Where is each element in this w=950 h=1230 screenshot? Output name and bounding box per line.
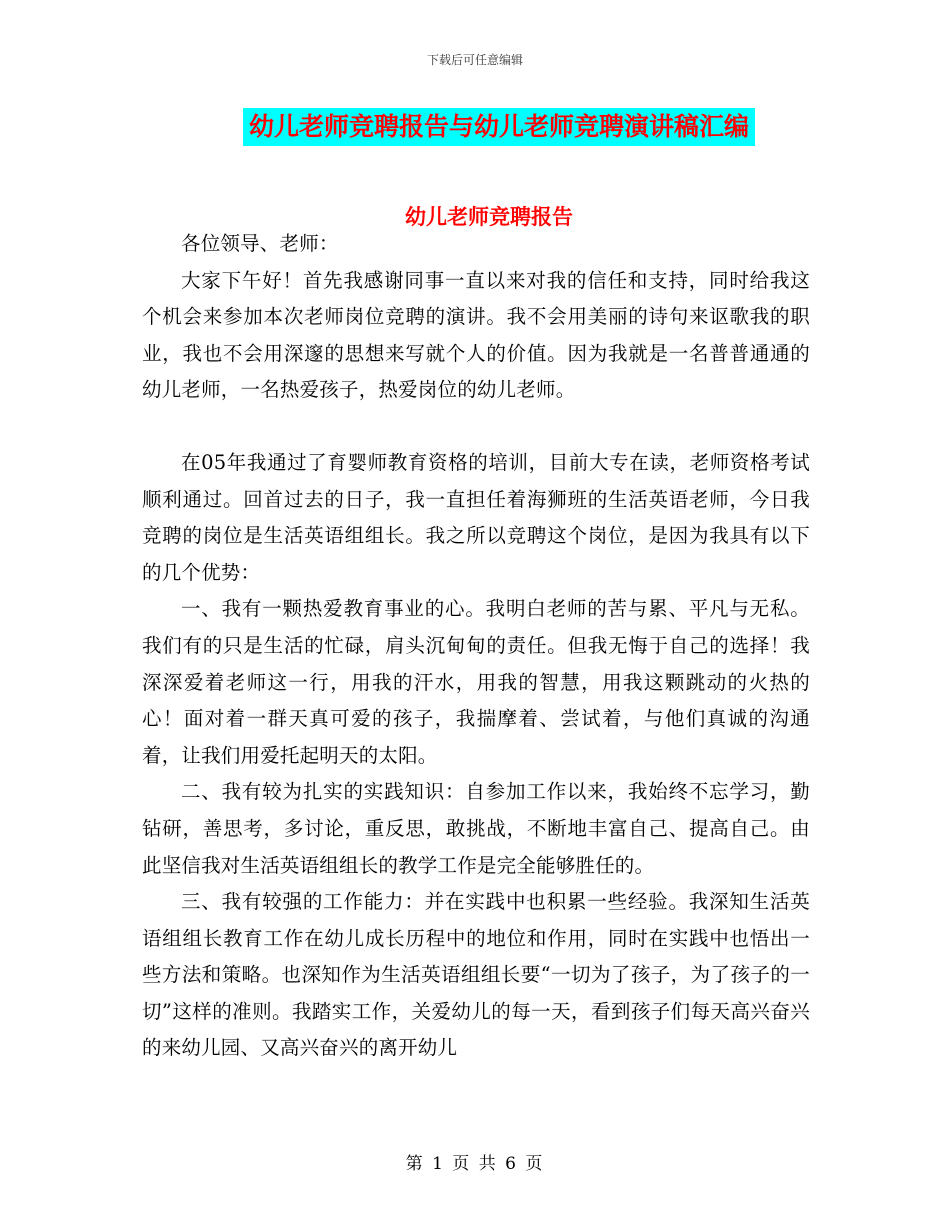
page-number: 第 1 页 共 6 页 bbox=[405, 1154, 545, 1174]
paragraph-advantage-3: 三、我有较强的工作能力：并在实践中也积累一些经验。我深知生活英语组组长教育工作在幼儿成长历程中的地位和作用，同时在实践中也悟出一些方法和策略。也深知作为生活英语组组长要“一切为了孩子，为了孩子的一切”这样的准则。我踏实工作，关爱幼儿的每一天，看到孩子们每天高兴奋兴的来幼儿园、又高兴奋兴的离开幼儿 bbox=[142, 890, 810, 1060]
body-text bbox=[142, 226, 810, 1067]
paragraph-greeting: 大家下午好！首先我感谢同事一直以来对我的信任和支持，同时给我这个机会来参加本次老师岗位竞聘的演讲。我不会用美丽的诗句来讴歌我的职业，我也不会用深邃的思想来写就个人的价值。因为我就是一名普普通通的幼儿老师，一名热爱孩子，热爱岗位的幼儿老师。 bbox=[142, 268, 810, 402]
title-block bbox=[0, 108, 950, 146]
paragraph-background: 在05年我通过了育婴师教育资格的培训，目前大专在读，老师资格考试顺利通过。回首过去的日子，我一直担任着海狮班的生活英语老师，今日我竞聘的岗位是生活英语组组长。我之所以竞聘这个岗位，是因为我具有以下的几个优势： bbox=[142, 450, 810, 584]
paragraph-salutation: 各位领导、老师： bbox=[181, 232, 339, 255]
document-title: 幼儿老师竞聘报告与幼儿老师竞聘演讲稿汇编 bbox=[243, 108, 755, 146]
header-note: 下载后可任意编辑 bbox=[426, 53, 523, 67]
paragraph-advantage-2: 二、我有较为扎实的实践知识：自参加工作以来，我始终不忘学习，勤钻研，善思考，多讨论，重反思，敢挑战，不断地丰富自己、提高自己。由此坚信我对生活英语组组长的教学工作是完全能够胜任的。 bbox=[142, 780, 810, 877]
paragraph-advantage-1: 一、我有一颗热爱教育事业的心。我明白老师的苦与累、平凡与无私。我们有的只是生活的忙碌，肩头沉甸甸的责任。但我无悔于自己的选择！我深深爱着老师这一行，用我的汗水，用我的智慧，用我这颗跳动的火热的心！面对着一群天真可爱的孩子，我揣摩着、尝试着，与他们真诚的沟通着，让我们用爱托起明天的太阳。 bbox=[142, 597, 810, 767]
section-title: 幼儿老师竞聘报告 bbox=[405, 204, 573, 229]
